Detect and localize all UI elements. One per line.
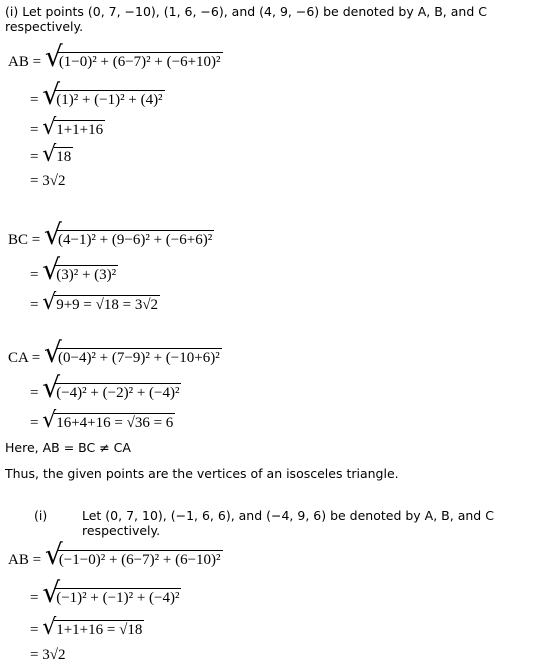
part1-ab-eq3: = √ 1+1+16	[30, 120, 105, 139]
part1-ab-eq4: = √ 18	[30, 147, 73, 166]
part2-ab-step3: 1+1+16 = √18	[56, 622, 143, 638]
part2-ab-step2: (−1)² + (−1)² + (−4)²	[56, 590, 180, 606]
part2-intro-line2: respectively.	[82, 523, 161, 538]
part2-intro	[82, 508, 537, 538]
part1-ab-eq1: AB = √ (1−0)² + (6−7)² + (−6+10)²	[8, 52, 223, 71]
part1-ca-step3: 16+4+16 = √36 = 6	[56, 415, 174, 431]
part1-intro	[5, 4, 535, 34]
part2-ab-step4: 3√2	[42, 647, 66, 663]
part1-ca-step1: (0−4)² + (7−9)² + (−10+6)²	[57, 350, 220, 366]
part2-intro-line1: Let (0, 7, 10), (−1, 6, 6), and (−4, 9, 6) be denoted by A, B, and C	[82, 508, 494, 523]
part1-ab-eq5: = 3√2	[30, 173, 66, 189]
part1-bc-step1: (4−1)² + (9−6)² + (−6+6)²	[57, 232, 213, 248]
part1-ab-step2: (1)² + (−1)² + (4)²	[56, 92, 163, 108]
part1-bc-step3: 9+9 = √18 = 3√2	[56, 297, 159, 313]
part2-ab-eq1: AB = √ (−1−0)² + (6−7)² + (6−10)²	[8, 550, 223, 569]
part1-ab-step5: 3√2	[42, 173, 66, 189]
part1-ab-step1: (1−0)² + (6−7)² + (−6+10)²	[58, 54, 221, 70]
part2-ab-step1: (−1−0)² + (6−7)² + (6−10)²	[58, 552, 221, 568]
part1-bc-step2: (3)² + (3)²	[56, 267, 117, 283]
part1-bc-eq3: = √ 9+9 = √18 = 3√2	[30, 295, 160, 314]
part1-ab-eq2: = √ (1)² + (−1)² + (4)²	[30, 90, 165, 109]
part1-intro-line2: respectively.	[5, 19, 84, 34]
part1-ca-eq1: CA = √ (0−4)² + (7−9)² + (−10+6)²	[8, 348, 222, 367]
part1-here-text: Here, AB = BC ≠ CA	[5, 440, 131, 455]
part2-label: (i)	[34, 508, 48, 523]
part1-conclusion-text: Thus, the given points are the vertices of an isosceles triangle.	[5, 466, 399, 481]
part2-ab-eq4: = 3√2	[30, 647, 66, 663]
part1-intro-line1: (i) Let points (0, 7, −10), (1, 6, −6), and (4, 9, −6) be denoted by A, B, and C	[5, 4, 487, 19]
part2-ab-eq3: = √ 1+1+16 = √18	[30, 620, 144, 639]
part1-ab-step4: 18	[56, 149, 72, 165]
part2-ab-eq2: = √ (−1)² + (−1)² + (−4)²	[30, 588, 181, 607]
part1-bc-eq1: BC = √ (4−1)² + (9−6)² + (−6+6)²	[8, 230, 214, 249]
part1-bc-eq2: = √ (3)² + (3)²	[30, 265, 118, 284]
part1-ca-step2: (−4)² + (−2)² + (−4)²	[56, 385, 180, 401]
part1-ca-eq2: = √ (−4)² + (−2)² + (−4)²	[30, 383, 181, 402]
part1-ca-eq3: = √ 16+4+16 = √36 = 6	[30, 413, 175, 432]
part1-ab-step3: 1+1+16	[56, 122, 104, 138]
